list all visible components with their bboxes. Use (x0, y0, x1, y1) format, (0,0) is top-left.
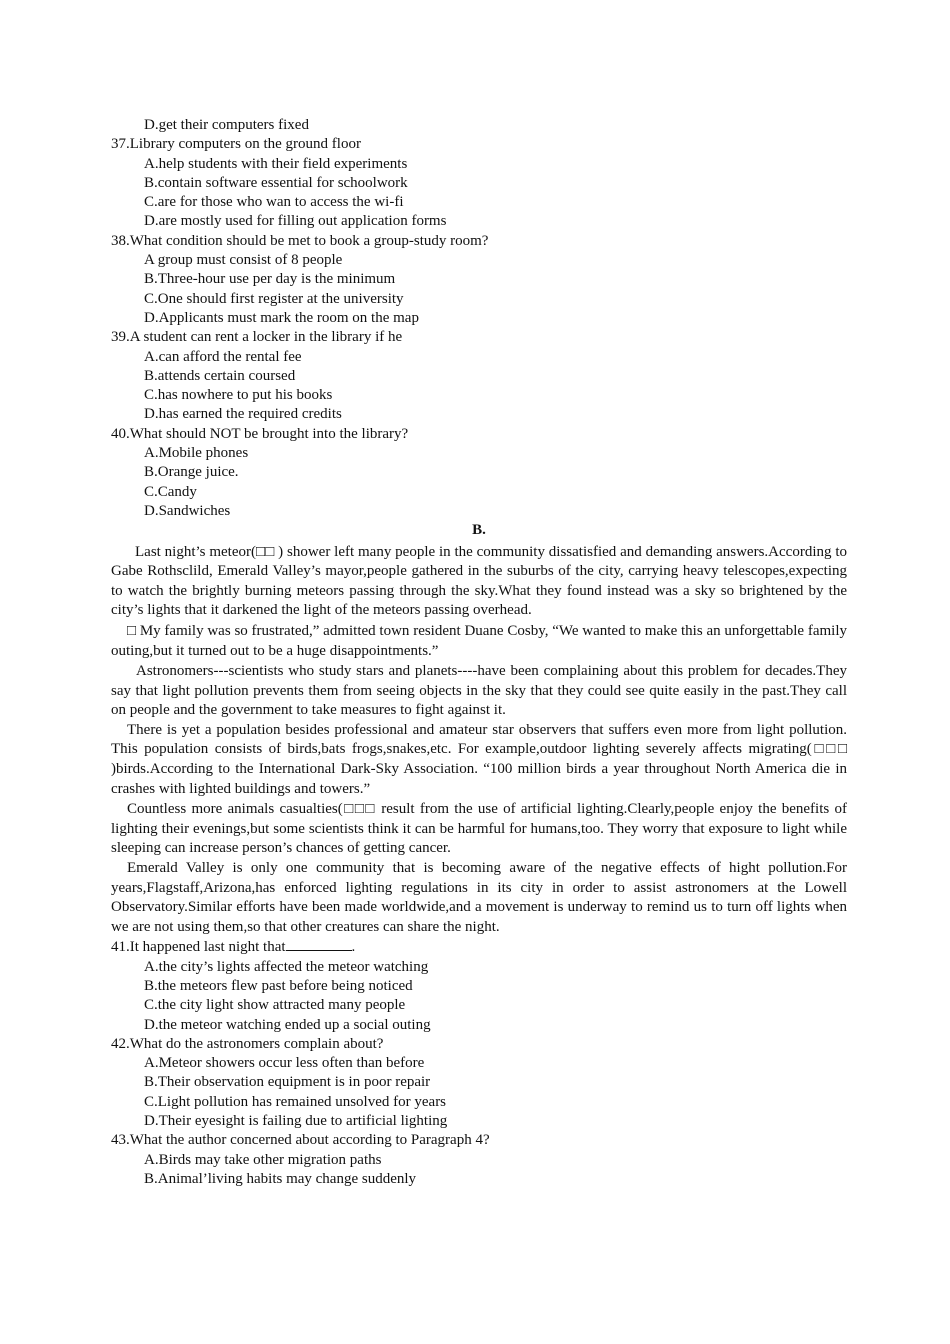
option-d: D.are mostly used for filling out application forms (144, 213, 447, 230)
option-b: B.attends certain coursed (144, 367, 296, 384)
option-a: A.the city’s lights affected the meteor watching (144, 958, 429, 975)
question-stem: 43.What the author concerned about according to Paragraph 4? (111, 1132, 490, 1149)
option-b: B.Animal’living habits may change suddenly (144, 1170, 417, 1187)
section-b-title: B. (472, 522, 486, 539)
option-a: A group must consist of 8 people (144, 252, 343, 269)
passage-paragraph: There is yet a population besides professional and amateur star observers that suffers even more from light pollution. This population consists of birds,bats frogs,snakes,etc. For example,outdoor lighting severely affects migrating(□□□ )birds.According to the International Dark-Sky Association. “100 million birds a year throughout North America die in crashes with lighted buildings and towers.” (111, 721, 847, 797)
passage-paragraph: □ My family was so frustrated,” admitted town resident Duane Cosby, “We wanted to make this an unforgettable family outing,but it turned out to be a huge disappointments.” (111, 622, 847, 659)
option-a: A.Birds may take other migration paths (144, 1151, 382, 1168)
option-d: D.Sandwiches (144, 502, 231, 519)
passage-paragraph: Astronomers---scientists who study stars and planets----have been complaining about this problem for decades.They say that light pollution prevents them from seeing objects in the sky that they could see quite easily in the past.They call on people and the government to take measures to fight against it. (111, 663, 847, 719)
option-a: A.can afford the rental fee (144, 348, 302, 365)
question-40 (111, 425, 847, 521)
option-a: A.help students with their field experiments (144, 155, 408, 172)
question-37 (111, 135, 847, 231)
option-b: B.Orange juice. (144, 464, 239, 481)
option-c: C.has nowhere to put his books (144, 387, 333, 404)
question-41 (111, 937, 847, 1034)
option-c: C.the city light show attracted many people (144, 997, 406, 1014)
stem-period: . (351, 939, 356, 956)
question-38 (111, 232, 847, 328)
answer-blank (286, 937, 352, 951)
question-stem: 39.A student can rent a locker in the library if he (111, 329, 403, 346)
option-d: D.has earned the required credits (144, 406, 342, 423)
option-c: C.are for those who wan to access the wi-fi (144, 194, 404, 211)
passage-paragraph: Last night’s meteor(□□ ) shower left many people in the community dissatisfied and demanding answers.According to Gabe Rothsclild, Emerald Valley’s mayor,people gathered in the suburbs of the city, carrying heavy telescopes,expecting to watch the brightly burning meteors passing through the sky.What they found instead was a sky so brightened by the city’s lights that it darkened the light of the meteors passing overhead. (111, 543, 847, 619)
passage-paragraph: Emerald Valley is only one community that is becoming aware of the negative effects of hight pollution.For years,Flagstaff,Arizona,has enforced lighting regulations in its city in order to assist astronomers at the Lowell Observatory.Similar efforts have been made worldwide,and a movement is underway to remind us to turn off lights when we are not using them,so that other creatures can share the night. (111, 860, 847, 935)
question-stem: 38.What condition should be met to book a group-study room? (111, 232, 489, 249)
q36-option-d: D.get their computers fixed (144, 117, 309, 133)
option-c: C.Candy (144, 483, 197, 500)
question-39 (111, 328, 847, 424)
question-stem: 42.What do the astronomers complain about? (111, 1035, 384, 1052)
option-b: B.contain software essential for schoolwork (144, 174, 408, 191)
question-stem: 40.What should NOT be brought into the library? (111, 425, 409, 442)
question-42 (111, 1035, 847, 1131)
option-b: B.Three-hour use per day is the minimum (144, 271, 396, 288)
option-d: D.the meteor watching ended up a social outing (144, 1016, 431, 1033)
question-stem-row (111, 937, 847, 957)
option-a: A.Meteor showers occur less often than before (144, 1055, 425, 1072)
option-b: B.the meteors flew past before being noticed (144, 978, 413, 994)
passage-paragraph: Countless more animals casualties(□□□ result from the use of artificial lighting.Clearly,people enjoy the benefits of lighting their evenings,but some scientists think it can be harmful for humans,too. They worry that exposure to light while sleeping can increase person’s chances of getting cancer. (111, 801, 847, 857)
option-c: C.One should first register at the university (144, 290, 404, 307)
question-43 (111, 1131, 847, 1189)
option-c: C.Light pollution has remained unsolved for years (144, 1093, 447, 1110)
option-d: D.Their eyesight is failing due to artificial lighting (144, 1113, 448, 1130)
document-content (111, 116, 847, 1189)
option-d: D.Applicants must mark the room on the map (144, 309, 419, 326)
option-b: B.Their observation equipment is in poor repair (144, 1074, 431, 1091)
option-a: A.Mobile phones (144, 445, 249, 462)
question-stem: 41.It happened last night that (111, 939, 286, 956)
question-stem: 37.Library computers on the ground floor (111, 136, 361, 153)
